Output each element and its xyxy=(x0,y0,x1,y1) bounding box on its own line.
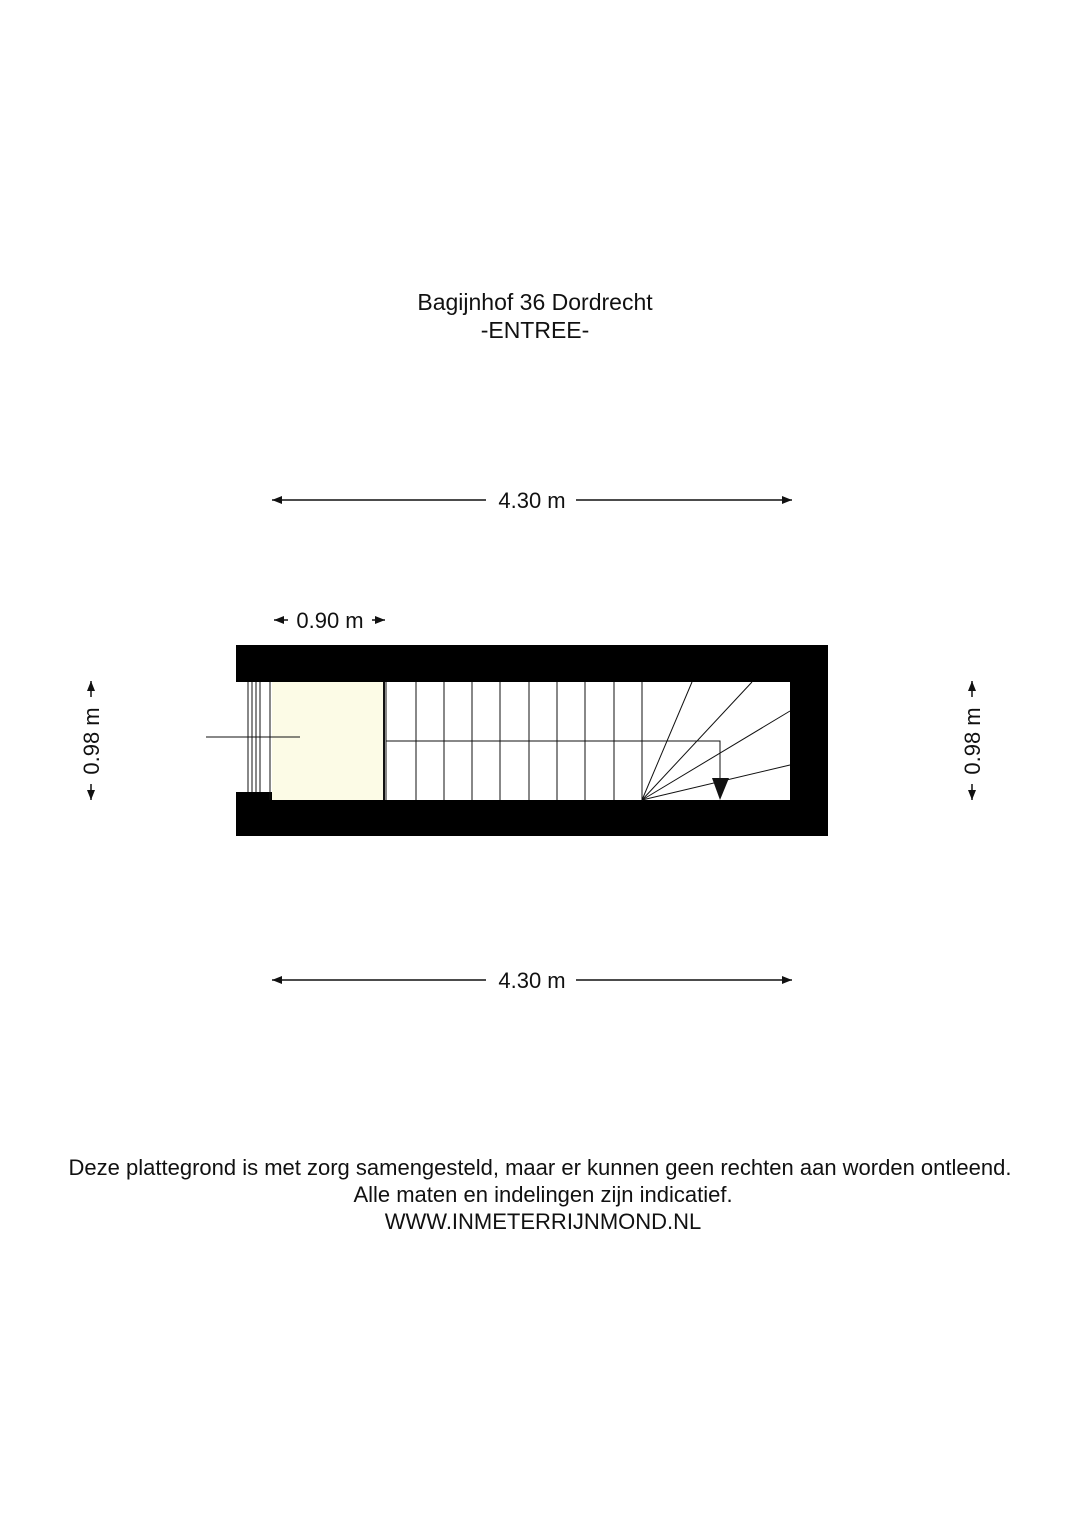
dimension-left-label: 0.98 m xyxy=(79,707,104,775)
indicative-note: Alle maten en indelingen zijn indicatief. xyxy=(353,1182,733,1207)
staircase xyxy=(386,682,790,800)
wall-top xyxy=(236,645,828,682)
dimension-bottom-label: 4.30 m xyxy=(498,968,566,993)
dimension-entry-label: 0.90 m xyxy=(296,608,364,633)
wall-right xyxy=(790,645,828,836)
page-title: Bagijnhof 36 Dordrecht xyxy=(417,289,653,315)
dimension-left-height xyxy=(79,681,104,800)
website-text: WWW.INMETERRIJNMOND.NL xyxy=(384,1209,702,1234)
room-name: -ENTREE- xyxy=(480,317,590,343)
disclaimer-text: Deze plattegrond is met zorg samengesteld, maar er kunnen geen rechten aan worden ontleend. xyxy=(68,1155,1012,1180)
entrance-door xyxy=(248,682,270,800)
wall-left-bottom xyxy=(236,792,272,836)
wall-bottom xyxy=(236,800,828,836)
dimension-right-height xyxy=(960,681,985,800)
stair-direction-arrow-icon xyxy=(712,778,729,800)
dimension-right-label: 0.98 m xyxy=(960,707,985,775)
dimension-top-width xyxy=(272,488,792,513)
wall-left-top xyxy=(236,645,272,682)
entry-floor xyxy=(272,682,384,800)
dimension-top-label: 4.30 m xyxy=(498,488,566,513)
dimension-entry-width xyxy=(274,608,385,633)
dimension-bottom-width xyxy=(272,968,792,993)
